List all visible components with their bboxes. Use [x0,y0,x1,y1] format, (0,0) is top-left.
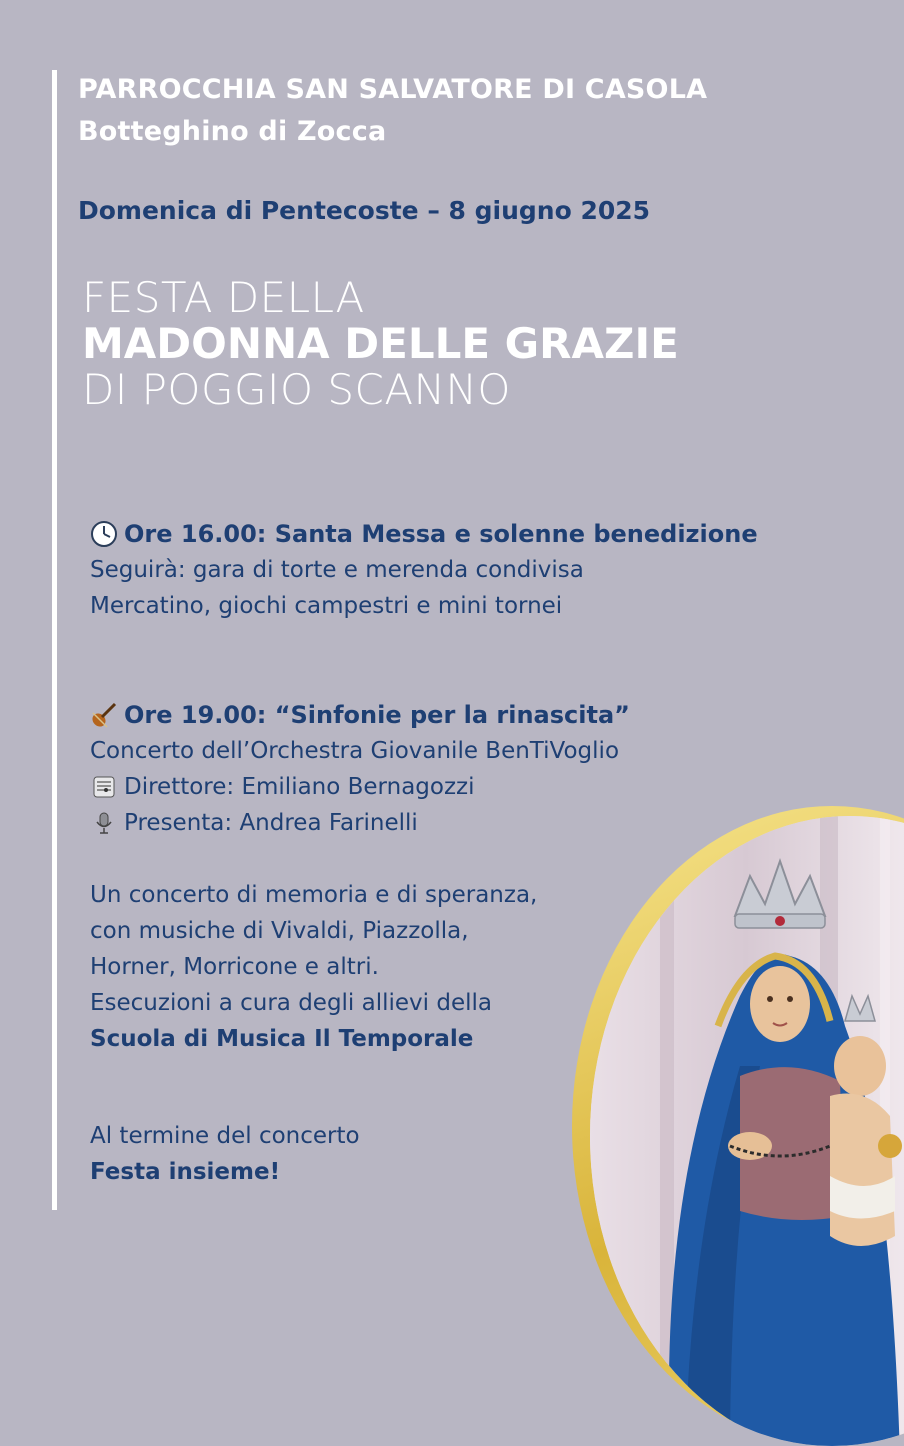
event-mass [90,516,758,624]
clock-icon [90,520,118,548]
closing-line-1: Al termine del concerto [90,1123,360,1149]
vertical-accent-line [52,70,57,1210]
place-name: Botteghino di Zocca [78,116,387,147]
madonna-statue-image [590,816,904,1446]
director-line: Direttore: Emiliano Bernagozzi [124,774,475,800]
title-line-1: FESTA DELLA [82,273,365,322]
event-mass-line-2: Mercatino, giochi campestri e mini tornei [90,593,563,619]
closing-note [90,1118,360,1190]
description-line-1: Un concerto di memoria e di speranza, [90,882,538,908]
violin-icon [90,701,118,729]
microphone-icon [90,809,118,837]
presenter-line: Presenta: Andrea Farinelli [124,810,418,836]
event-date: Domenica di Pentecoste – 8 giugno 2025 [78,196,651,225]
musical-score-icon [90,773,118,801]
event-mass-line-1: Seguirà: gara di torte e merenda condivisa [90,557,584,583]
event-concert [90,697,630,841]
event-concert-line-1: Concerto dell’Orchestra Giovanile BenTiVoglio [90,738,620,764]
concert-description [90,877,537,1057]
madonna-photo-frame [572,806,904,1446]
parish-name: PARROCCHIA SAN SALVATORE DI CASOLA [78,74,708,105]
closing-line-2: Festa insieme! [90,1159,281,1185]
title-line-2: MADONNA DELLE GRAZIE [82,319,679,368]
description-line-2: con musiche di Vivaldi, Piazzolla, [90,918,469,944]
event-mass-heading: Ore 16.00: Santa Messa e solenne benedizione [124,520,758,548]
school-name: Scuola di Musica Il Temporale [90,1026,474,1052]
description-line-3: Horner, Morricone e altri. [90,954,379,980]
title-line-3: DI POGGIO SCANNO [82,365,511,414]
description-line-4: Esecuzioni a cura degli allievi della [90,990,492,1016]
event-concert-heading: Ore 19.00: “Sinfonie per la rinascita” [124,701,630,729]
